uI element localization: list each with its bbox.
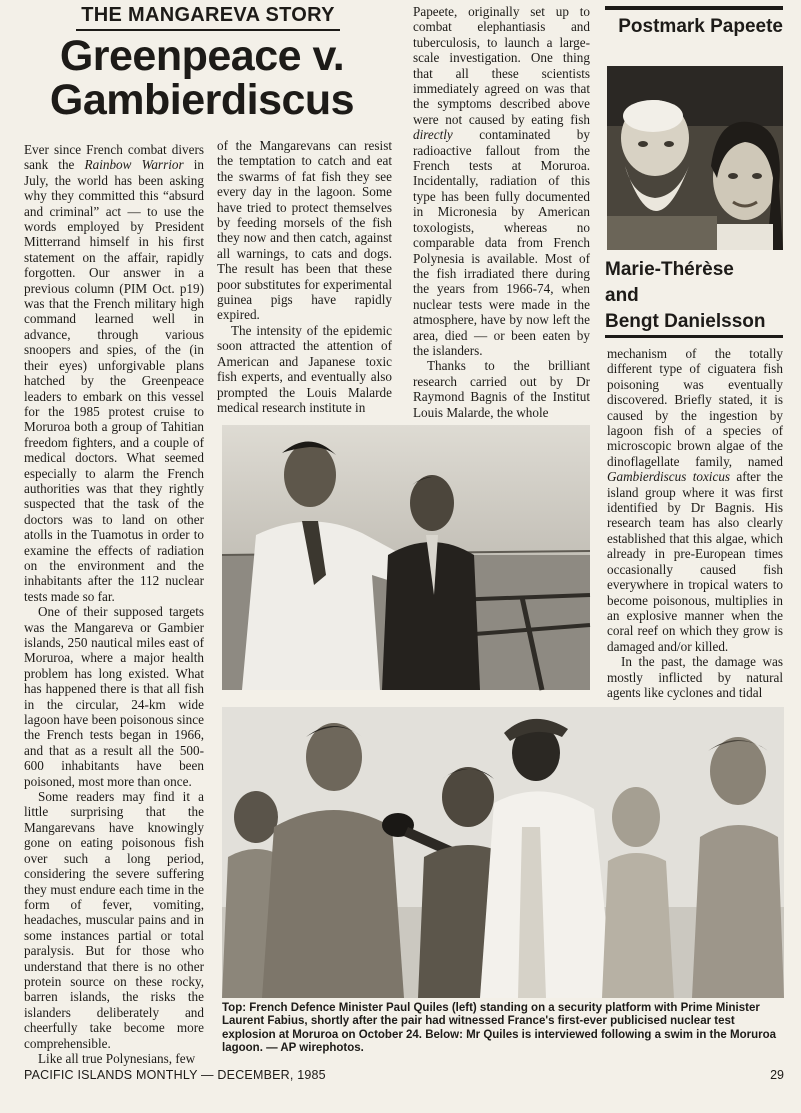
article-column-2 [217, 138, 392, 415]
photo-caption: Top: French Defence Minister Paul Quiles (left) standing on a security platform with Prime Minister Laurent Fabius, shortly after the pair had witnessed France's first-ever publicised nuclear test explosion at Moruroa on October 24. Below: Mr Quiles is interviewed following a swim in the Moruroa lagoon. — AP wirephotos. [222, 1002, 776, 1055]
author-name-connector: and [605, 285, 639, 306]
photo-interview-in-lagoon [222, 707, 784, 998]
sidebar-bottom-rule [605, 335, 783, 338]
paragraph-text: of the Mangarevans can resist the temptation to catch and eat the swarms of fat fish they see every day in the lagoon. Some have tried to protect themselves by feeding morsels of the fish they now and then catch, against all warnings, to cats and dogs. The result has been that these poor substitutes for experimental guinea pigs have rapidly expired. [217, 138, 392, 323]
article-paragraph [413, 4, 590, 358]
author-name-1: Marie-Thérèse [605, 259, 734, 280]
paragraph-text: in July, the world has been asking why they committed this “absurd and criminal” act — to use the words employed by President Mitterrand himself in his first statement on the affair, rapidly forgotten. Our answer in a previous column (PIM Oct. p19) was that the French military high command learned well in advance, through various snoopers and spies, of the (in their eyes) unforgivable plans hatched by the Greenpeace leaders to embark on this vessel for the 1985 protest cruise to Moruroa both a group of Tahitian freedom fighters, and a couple of medical doctors. What seemed especially to alarm the French authorities was that they rightly suspected that the task of the doctors was to land on other atolls in the Tuamotus in order to examine the effects of radiation on the environment and the inhabitants after the 112 nuclear tests made so far. [24, 157, 204, 604]
paragraph-italic-text: Rainbow Warrior [84, 157, 184, 173]
paragraph-text: after the island group where it was first identified by Dr Bagnis. His research team has also clearly established that this algae, which already in pre-European times occasionally caused fish everywhere in tropical waters to become poisonous, multiplies in an explosive manner when the coral reef on which they grow is damaged and/or killed. [607, 469, 784, 654]
author-portrait-photo [607, 66, 783, 250]
article-paragraph [24, 789, 204, 1051]
paragraph-text: One of their supposed targets was the Mangareva or Gambier islands, 250 nautical miles east of Moruroa, where a major health problem has long existed. What has happened there is that all fish in the circular, 24-km wide lagoon have been poisonous since the French tests began in 1966, and that as a result all the 500-600 inhabitants have been poisoned, most more than once. [24, 604, 204, 789]
photo-ministers-on-platform [222, 425, 590, 690]
section-kicker: THE MANGAREVA STORY [76, 4, 340, 31]
article-column-1 [24, 142, 204, 1066]
author-name-2: Bengt Danielsson [605, 311, 766, 332]
paragraph-text: Ever since French combat divers sank the [24, 142, 204, 173]
article-paragraph [24, 142, 204, 604]
article-headline: Greenpeace v. Gambierdiscus [49, 32, 355, 124]
paragraph-text: Some readers may find it a little surprising that the Mangarevans have knowingly gone on eating poisonous fish over such a long period, considering the severe suffering they must endure each time in the form of fever, vomiting, headaches, muscular pains and in some instances partial or total paralysis. But for those who understand that there is no other protein source on these rocky, barren islands, the risks the islanders deliberately and cheerfully take become more comprehensible. [24, 789, 204, 1051]
paragraph-text: Thanks to the brilliant research carried out by Dr Raymond Bagnis of the Institut Louis Malarde, the whole [413, 358, 590, 420]
page-number: 29 [770, 1068, 784, 1082]
paragraph-text: Like all true Polynesians, few [38, 1050, 196, 1066]
article-paragraph [217, 138, 392, 323]
paragraph-text: mechanism of the totally different type of ciguatera fish poisoning was eventually discovered. Briefly stated, it is caused by the ingestion by lagoon fish of a species of microscopic brown algae of the dinoflagellate family, named [607, 346, 783, 469]
article-paragraph [607, 654, 783, 700]
article-column-4 [607, 346, 784, 700]
sidebar-top-rule [605, 6, 783, 10]
paragraph-text: contaminated by radioactive fallout from the French tests at Moruroa. Incidentally, radiation of this type has been fully documented in Micronesia by American toxologists, whereas no comparable data from French Polynesia is available. Most of the fish irradiated there during the years from 1966-74, when nuclear tests were made in the atmosphere, have by now left the area, died — or been eaten by the islanders. [413, 127, 590, 358]
paragraph-italic-text: Gambierdiscus toxicus [607, 469, 731, 485]
author-names [605, 257, 787, 335]
article-paragraph [24, 604, 204, 789]
article-column-3 [413, 4, 590, 420]
paragraph-text: Papeete, originally set up to combat elephantiasis and tuberculosis, to launch a large-scale investigation. One thing that all these scientists immediately agreed on was that the symptoms described above were not caused by eating fish [413, 4, 590, 127]
article-paragraph [413, 358, 590, 420]
paragraph-italic-text: directly [413, 127, 453, 143]
paragraph-text: In the past, the damage was mostly inflicted by natural agents like cyclones and tidal [607, 654, 783, 700]
paragraph-text: The intensity of the epidemic soon attracted the attention of American and Japanese toxic fish experts, and eventually also prompted the Louis Malarde medical research institute in [217, 322, 392, 415]
article-paragraph [607, 346, 783, 654]
column-title: Postmark Papeete [618, 16, 783, 37]
footer-publication: PACIFIC ISLANDS MONTHLY — DECEMBER, 1985 [24, 1068, 326, 1082]
article-paragraph [24, 1051, 204, 1066]
article-paragraph [217, 323, 392, 415]
